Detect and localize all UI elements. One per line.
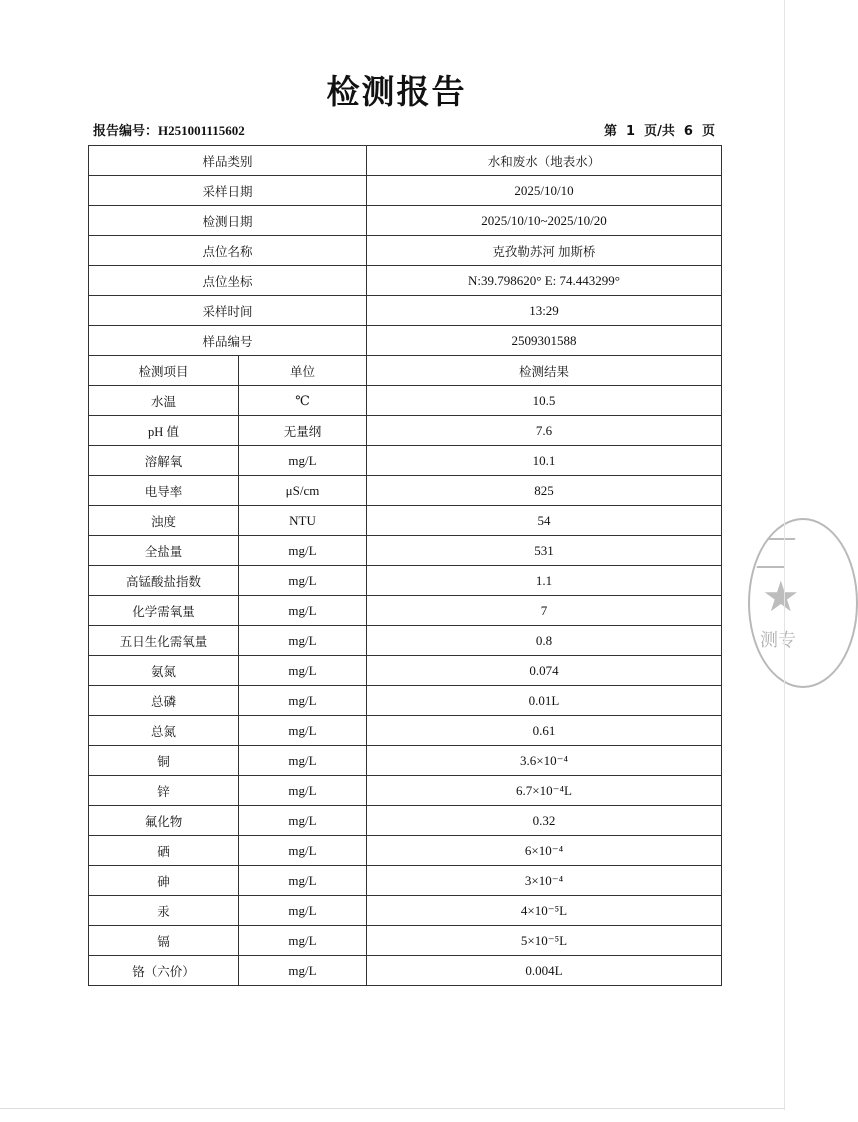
- result-row: [89, 746, 722, 776]
- result-item: 铜: [89, 746, 239, 776]
- result-unit: mg/L: [239, 926, 367, 956]
- result-unit: mg/L: [239, 536, 367, 566]
- result-unit: mg/L: [239, 776, 367, 806]
- official-seal: [748, 518, 800, 688]
- result-unit: mg/L: [239, 746, 367, 776]
- result-unit: mg/L: [239, 896, 367, 926]
- result-item: 五日生化需氧量: [89, 626, 239, 656]
- info-row: [89, 326, 722, 356]
- result-item: 汞: [89, 896, 239, 926]
- seal-text: 测专: [760, 630, 796, 651]
- result-row: [89, 926, 722, 956]
- result-unit: mg/L: [239, 626, 367, 656]
- result-item: 氟化物: [89, 806, 239, 836]
- result-unit: mg/L: [239, 566, 367, 596]
- header-result: 检测结果: [367, 356, 722, 386]
- result-item: 电导率: [89, 476, 239, 506]
- result-item: 镉: [89, 926, 239, 956]
- result-value: 10.5: [367, 386, 722, 416]
- info-value: 2025/10/10~2025/10/20: [367, 206, 722, 236]
- result-row: [89, 566, 722, 596]
- result-unit: mg/L: [239, 956, 367, 986]
- result-value: 7.6: [367, 416, 722, 446]
- result-item: 浊度: [89, 506, 239, 536]
- report-table: [88, 145, 722, 986]
- result-item: 总磷: [89, 686, 239, 716]
- result-value: 0.074: [367, 656, 722, 686]
- info-label: 采样时间: [89, 296, 367, 326]
- result-unit: 无量纲: [239, 416, 367, 446]
- result-unit: mg/L: [239, 596, 367, 626]
- result-item: 高锰酸盐指数: [89, 566, 239, 596]
- result-value: 0.32: [367, 806, 722, 836]
- info-row: [89, 236, 722, 266]
- result-unit: mg/L: [239, 686, 367, 716]
- result-value: 1.1: [367, 566, 722, 596]
- result-row: [89, 386, 722, 416]
- header-item: 检测项目: [89, 356, 239, 386]
- result-value: 54: [367, 506, 722, 536]
- result-item: 氨氮: [89, 656, 239, 686]
- info-label: 检测日期: [89, 206, 367, 236]
- report-number-label: 报告编号：: [93, 124, 159, 139]
- result-row: [89, 836, 722, 866]
- result-value: 3×10⁻⁴: [367, 866, 722, 896]
- result-value: 6×10⁻⁴: [367, 836, 722, 866]
- info-value: 2025/10/10: [367, 176, 722, 206]
- result-item: 锌: [89, 776, 239, 806]
- result-row: [89, 806, 722, 836]
- result-item: 总氮: [89, 716, 239, 746]
- result-row: [89, 896, 722, 926]
- info-label: 采样日期: [89, 176, 367, 206]
- header-unit: 单位: [239, 356, 367, 386]
- info-value: 13:29: [367, 296, 722, 326]
- report-number-value: H251001115602: [158, 123, 245, 138]
- result-row: [89, 596, 722, 626]
- result-unit: mg/L: [239, 716, 367, 746]
- result-item: 砷: [89, 866, 239, 896]
- result-unit: mg/L: [239, 656, 367, 686]
- result-unit: mg/L: [239, 446, 367, 476]
- result-value: 0.004L: [367, 956, 722, 986]
- result-item: 硒: [89, 836, 239, 866]
- info-value: 2509301588: [367, 326, 722, 356]
- info-value: N:39.798620° E: 74.443299°: [367, 266, 722, 296]
- info-label: 点位坐标: [89, 266, 367, 296]
- result-item: pH 值: [89, 416, 239, 446]
- result-item: 水温: [89, 386, 239, 416]
- info-row: [89, 296, 722, 326]
- result-row: [89, 656, 722, 686]
- result-value: 5×10⁻⁵L: [367, 926, 722, 956]
- result-value: 0.01L: [367, 686, 722, 716]
- page-info: 第 1 页/共 6 页: [603, 124, 715, 139]
- result-value: 0.8: [367, 626, 722, 656]
- result-item: 化学需氧量: [89, 596, 239, 626]
- result-row: [89, 446, 722, 476]
- report-title: 检测报告: [326, 72, 467, 111]
- star-icon: ★: [762, 572, 800, 621]
- result-row: [89, 626, 722, 656]
- result-value: 531: [367, 536, 722, 566]
- result-value: 825: [367, 476, 722, 506]
- result-row: [89, 506, 722, 536]
- result-item: 铬（六价）: [89, 956, 239, 986]
- result-unit: μS/cm: [239, 476, 367, 506]
- info-label: 点位名称: [89, 236, 367, 266]
- scan-edge-bottom: [0, 1108, 785, 1109]
- info-label: 样品类别: [89, 146, 367, 176]
- result-item: 溶解氧: [89, 446, 239, 476]
- result-row: [89, 416, 722, 446]
- result-row: [89, 956, 722, 986]
- result-row: [89, 776, 722, 806]
- result-value: 4×10⁻⁵L: [367, 896, 722, 926]
- info-row: [89, 176, 722, 206]
- result-row: [89, 476, 722, 506]
- result-row: [89, 716, 722, 746]
- info-row: [89, 266, 722, 296]
- scan-edge-right: [784, 0, 785, 1110]
- result-item: 全盐量: [89, 536, 239, 566]
- result-value: 0.61: [367, 716, 722, 746]
- info-row: [89, 206, 722, 236]
- result-value: 3.6×10⁻⁴: [367, 746, 722, 776]
- result-row: [89, 536, 722, 566]
- result-unit: NTU: [239, 506, 367, 536]
- result-row: [89, 686, 722, 716]
- results-header-row: [89, 356, 722, 386]
- info-label: 样品编号: [89, 326, 367, 356]
- result-unit: mg/L: [239, 866, 367, 896]
- result-value: 10.1: [367, 446, 722, 476]
- result-unit: mg/L: [239, 836, 367, 866]
- info-value: 克孜勒苏河 加斯桥: [367, 236, 722, 266]
- result-unit: mg/L: [239, 806, 367, 836]
- result-row: [89, 866, 722, 896]
- result-value: 6.7×10⁻⁴L: [367, 776, 722, 806]
- info-row: [89, 146, 722, 176]
- info-value: 水和废水（地表水）: [367, 146, 722, 176]
- report-number: [93, 120, 245, 139]
- result-value: 7: [367, 596, 722, 626]
- result-unit: ℃: [239, 386, 367, 416]
